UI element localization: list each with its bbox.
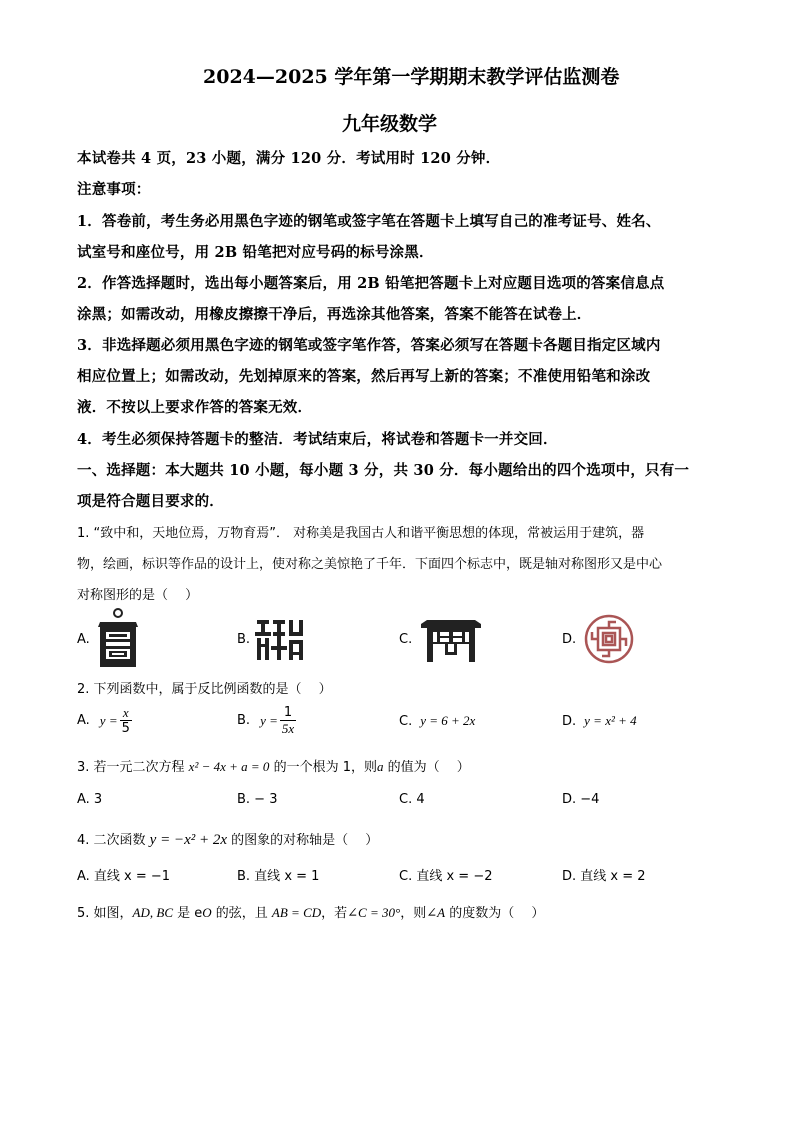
lock-plaque-logo-icon	[94, 608, 142, 668]
notice-line: 试室号和座位号，用 2B 铅笔把对应号码的标号涂黑．	[77, 244, 434, 261]
stem-text: 的度数为（ ）	[445, 906, 545, 921]
stem-text: 的图象的对称轴是（ ）	[227, 833, 379, 848]
round-knot-logo-icon	[584, 614, 634, 664]
segments: AD, BC	[132, 905, 173, 920]
option-label: C.	[399, 713, 413, 729]
formula-lhs: y =	[99, 712, 118, 728]
formula-lhs: y =	[260, 712, 278, 728]
angle-given: ∠C = 30°	[347, 905, 401, 920]
formula: y = 6 + 2x	[420, 713, 476, 728]
q4-option-d[interactable]: D. 直线 x = 2	[562, 869, 646, 884]
q2-option-b[interactable]	[237, 705, 296, 736]
option-label: B.	[237, 713, 251, 728]
stem-text: 是 e	[173, 906, 203, 921]
q1-option-d[interactable]: D.	[562, 632, 577, 647]
q1-option-c[interactable]: C.	[399, 632, 413, 647]
circle-name: O	[202, 905, 212, 920]
q3-stem	[77, 756, 470, 775]
q3-option-d[interactable]: D. −4	[562, 792, 600, 807]
q1-option-a[interactable]: A.	[77, 632, 90, 647]
q5-stem	[77, 902, 544, 921]
arc-equality: AB = CD	[271, 905, 322, 920]
q3-option-c[interactable]: C. 4	[399, 792, 425, 807]
q1-stem-line: 物，绘画，标识等作品的设计上，使对称之美惊艳了千年．下面四个标志中，既是轴对称图形又是中心	[77, 557, 663, 572]
stem-text: 的弦，且	[211, 906, 272, 921]
fraction-denominator: 5x	[281, 721, 295, 736]
notice-line: 涂黑；如需改动，用橡皮擦擦干净后，再选涂其他答案，答案不能答在试卷上．	[77, 306, 592, 323]
q4-stem	[77, 829, 378, 849]
exam-title: 2024—2025 学年第一学期期末教学评估监测卷	[203, 66, 620, 88]
stem-text: 的一个根为 1，则	[269, 760, 377, 775]
q1-stem-line: 1. “致中和，天地位焉，万物育焉”． 对称美是我国古人和谐平衡思想的体现，常被运用于建筑，器	[77, 526, 645, 541]
stem-text: ，则	[400, 906, 427, 921]
exam-subtitle: 九年级数学	[342, 113, 438, 135]
fraction-numerator: 1	[280, 705, 296, 721]
fraction-numerator: x	[120, 705, 132, 721]
q1-stem-line: 对称图形的是（ ）	[77, 588, 199, 603]
exam-intro: 本试卷共 4 页，23 小题，满分 120 分．考试用时 120 分钟．	[77, 150, 501, 167]
q4-option-c[interactable]: C. 直线 x = −2	[399, 869, 493, 884]
q3-option-b[interactable]: B. − 3	[237, 792, 278, 807]
q1-option-b[interactable]: B.	[237, 632, 251, 647]
stem-text: 4. 二次函数	[77, 833, 150, 848]
q4-option-b[interactable]: B. 直线 x = 1	[237, 869, 320, 884]
stem-text: ，若	[321, 906, 348, 921]
q2-option-c[interactable]	[399, 713, 475, 729]
q2-option-d[interactable]	[562, 713, 637, 729]
equation: x² − 4x + a = 0	[188, 759, 270, 774]
notice-line: 液．不按以上要求作答的答案无效．	[77, 399, 313, 416]
notice-line: 相应位置上；如需改动，先划掉原来的答案，然后再写上新的答案；不准使用铅笔和涂改	[77, 368, 651, 385]
stem-text: 3. 若一元二次方程	[77, 760, 189, 775]
fraction-denominator: 5	[121, 721, 130, 736]
option-label: A.	[77, 713, 90, 728]
notice-line: 1．答卷前，考生务必用黑色字迹的钢笔或签字笔在答题卡上填写自己的准考证号、姓名、	[77, 213, 661, 230]
equation: y = −x² + 2x	[149, 832, 228, 848]
pattern-logo-icon	[255, 618, 303, 662]
section-heading: 项是符合题目要求的．	[77, 493, 224, 510]
option-label: D.	[562, 713, 577, 729]
angle-asked: ∠A	[426, 905, 446, 920]
q2-stem: 2. 下列函数中，属于反比例函数的是（ ）	[77, 682, 332, 697]
table-logo-icon	[421, 618, 481, 662]
q3-option-a[interactable]: A. 3	[77, 792, 103, 807]
formula: y = x² + 4	[584, 713, 637, 728]
notice-line: 3．非选择题必须用黑色字迹的钢笔或签字笔作答，答案必须写在答题卡各题目指定区域内	[77, 337, 661, 354]
section-heading: 一、选择题：本大题共 10 小题，每小题 3 分，共 30 分．每小题给出的四个选项中，只有一	[77, 462, 690, 479]
notice-label: 注意事项：	[77, 181, 151, 198]
q2-option-a[interactable]	[77, 705, 132, 736]
stem-text: 5. 如图，	[77, 906, 133, 921]
q4-option-a[interactable]: A. 直线 x = −1	[77, 869, 171, 884]
notice-line: 2．作答选择题时，选出每小题答案后，用 2B 铅笔把答题卡上对应题目选项的答案信息点	[77, 275, 665, 292]
variable: a	[376, 759, 384, 774]
stem-text: 的值为（ ）	[383, 760, 470, 775]
notice-line: 4．考生必须保持答题卡的整洁．考试结束后，将试卷和答题卡一并交回．	[77, 431, 558, 448]
